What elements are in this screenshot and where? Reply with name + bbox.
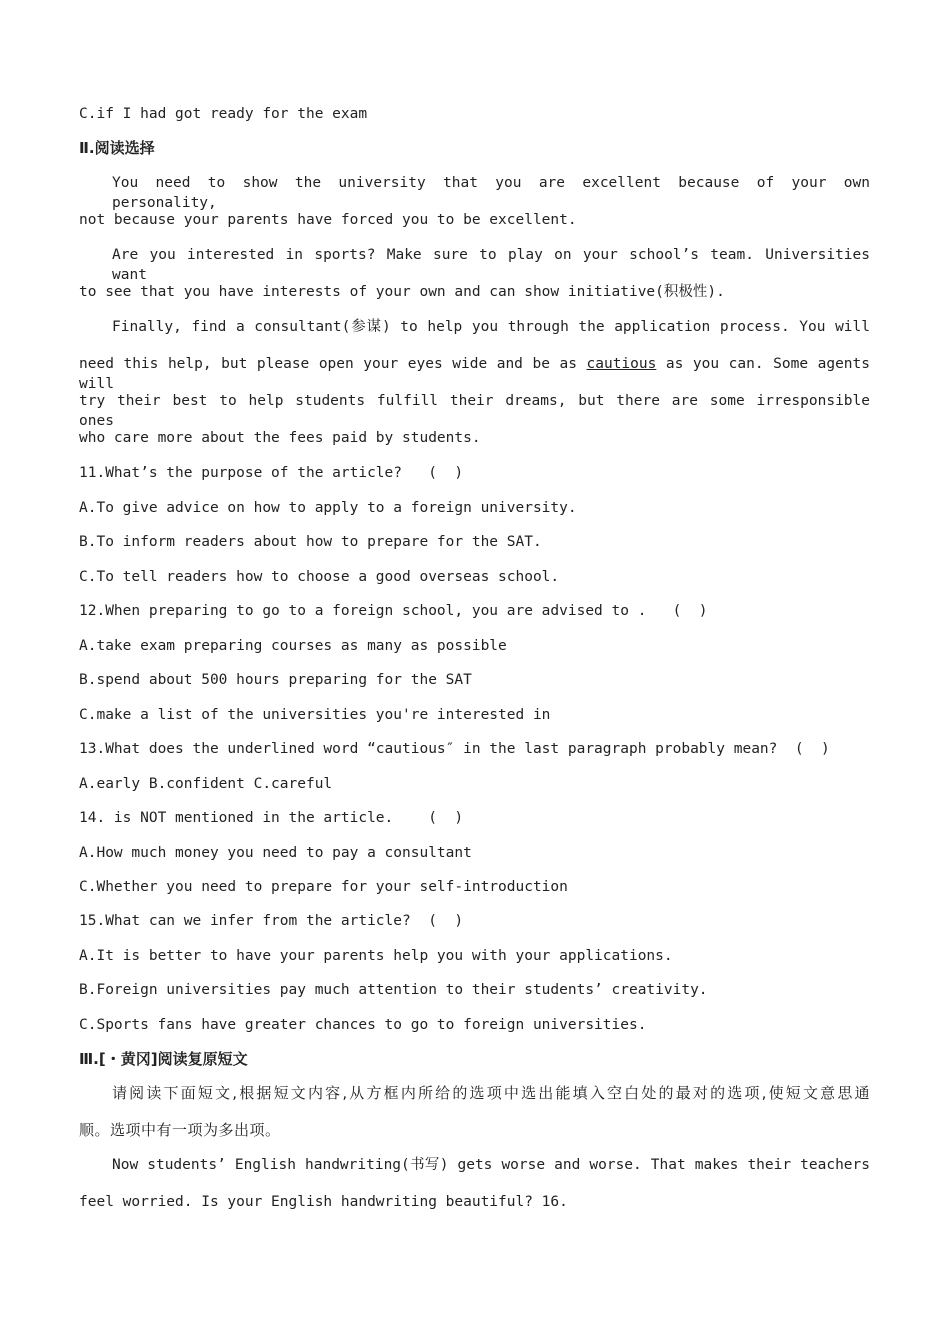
paragraph-line: Finally, find a consultant(参谋) to help you through the application process. You will [112,319,870,335]
option-line: A.To give advice on how to apply to a foreign university. [79,500,577,516]
paragraph-line: Are you interested in sports? Make sure to play on your school’s team. Universities want [112,247,870,283]
option-line: A.How much money you need to pay a consultant [79,845,472,861]
option-line: A.take exam preparing courses as many as possible [79,638,507,654]
paragraph-line: try their best to help students fulfill their dreams, but there are some irresponsible ones [79,393,870,429]
paragraph-line: who care more about the fees paid by students. [79,430,481,446]
paragraph-line: to see that you have interests of your own and can show initiative(积极性). [79,284,725,300]
paragraph-line: feel worried. Is your English handwriting beautiful? 16. [79,1194,568,1210]
option-line: B.Foreign universities pay much attention to their students’ creativity. [79,982,708,998]
option-line: A.It is better to have your parents help you with your applications. [79,948,673,964]
question-13: 13.What does the underlined word “cautious″ in the last paragraph probably mean? ( ) [79,741,830,757]
paragraph-line: You need to show the university that you are excellent because of your own personality, [112,175,870,211]
question-11: 11.What’s the purpose of the article? ( ) [79,465,464,481]
option-line: C.To tell readers how to choose a good overseas school. [79,569,560,585]
option-line: C.if I had got ready for the exam [79,106,368,122]
option-line: C.make a list of the universities you're interested in [79,707,551,723]
instruction-line: 请阅读下面短文,根据短文内容,从方框内所给的选项中选出能填入空白处的最对的选项,使短文意思通 [112,1084,870,1102]
option-line: A.early B.confident C.careful [79,776,333,792]
paragraph-text: need this help, but please open your eyes wide and be as [79,356,587,372]
option-line: C.Whether you need to prepare for your self-introduction [79,879,568,895]
question-15: 15.What can we infer from the article? ( ) [79,913,464,929]
question-12: 12.When preparing to go to a foreign school, you are advised to . ( ) [79,603,708,619]
underlined-word: cautious [586,356,657,372]
option-line: B.To inform readers about how to prepare for the SAT. [79,534,542,550]
paragraph-line [79,354,870,394]
paragraph-text: as you can. Some agents will [79,356,870,392]
question-14: 14. is NOT mentioned in the article. ( ) [79,810,464,826]
option-line: B.spend about 500 hours preparing for the SAT [79,672,472,688]
section-heading: Ⅲ.[・黄冈]阅读复原短文 [79,1050,248,1068]
section-heading: Ⅱ.阅读选择 [79,139,155,157]
paragraph-line: not because your parents have forced you to be excellent. [79,212,577,228]
option-line: C.Sports fans have greater chances to go to foreign universities. [79,1017,647,1033]
paragraph-line: Now students’ English handwriting(书写) gets worse and worse. That makes their teachers [112,1157,870,1173]
instruction-line: 顺。选项中有一项为多出项。 [79,1121,281,1139]
